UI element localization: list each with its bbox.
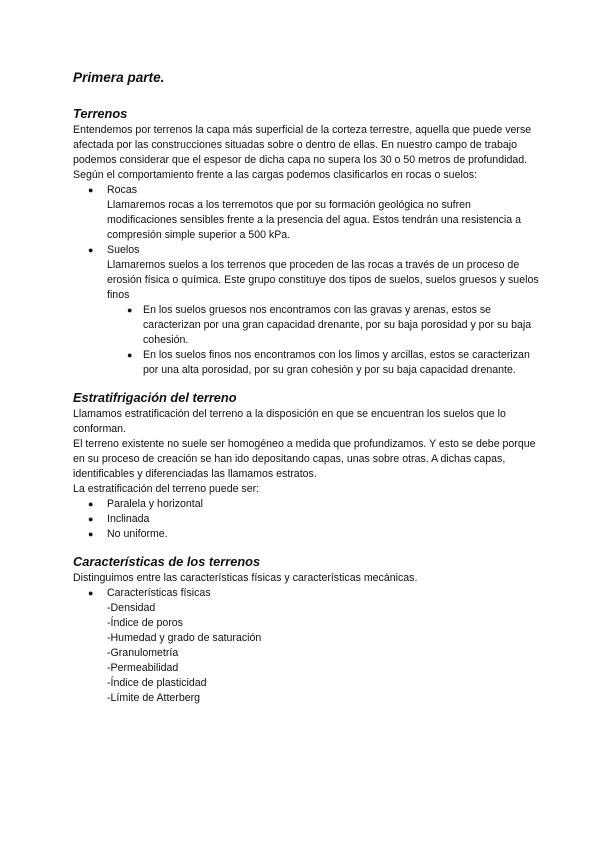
list-item (73, 497, 540, 512)
stratification-list (73, 497, 540, 542)
list-item-text: No uniforme. (107, 528, 168, 540)
paragraph: Llamamos estratificación del terreno a la disposición en que se encuentran los suelos que lo conforman. (73, 408, 506, 435)
section-terrenos (73, 106, 540, 378)
property-line: -Permeabilidad (107, 662, 179, 674)
list-item-label: Características físicas (107, 587, 211, 599)
property-line: -Índice de plasticidad (107, 677, 207, 689)
section-heading-caracteristicas: Características de los terrenos (73, 554, 261, 569)
paragraph: El terreno existente no suele ser homogéneo a medida que profundizamos. Y esto se debe porque en su proceso de creación se han ido depositando capas, unas sobre otras. A dichas capas, identificables y diferenciadas las llamamos estratos. (73, 438, 536, 480)
property-line: -Granulometría (107, 647, 179, 659)
bullet-icon: ● (127, 350, 133, 360)
suelos-sublist (107, 303, 540, 378)
list-item-text: Llamaremos rocas a los terremotos que por su formación geológica no sufren modificaciones sensibles frente a la presencia del agua. Estos tendrán una resistencia a compresión simple superior a 500 kPa. (107, 199, 521, 241)
paragraph: Según el comportamiento frente a las cargas podemos clasificarlos en rocas o suelos: (73, 169, 477, 181)
property-line: -Humedad y grado de saturación (107, 632, 262, 644)
sublist-item-text: En los suelos finos nos encontramos con los limos y arcillas, estos se caracterizan por una alta porosidad, por su gran cohesión y por su baja capacidad drenante. (143, 349, 530, 376)
section-estratificacion (73, 390, 540, 542)
sublist-item (107, 303, 540, 348)
paragraph: La estratificación del terreno puede ser: (73, 483, 260, 495)
property-line: -Límite de Atterberg (107, 692, 201, 704)
section-caracteristicas (73, 554, 540, 706)
bullet-icon: ● (88, 499, 94, 509)
bullet-icon: ● (127, 305, 133, 315)
characteristics-list (73, 586, 540, 706)
bullet-icon: ● (88, 588, 94, 598)
property-line: -Índice de poros (107, 617, 183, 629)
paragraph: Distinguimos entre las características físicas y características mecánicas. (73, 572, 418, 584)
list-item-rocas (73, 183, 540, 243)
classification-list (73, 183, 540, 378)
list-item-label: Suelos (107, 244, 140, 256)
list-item (73, 527, 540, 542)
section-heading-estratificacion: Estratifrigación del terreno (73, 390, 237, 405)
list-item (73, 512, 540, 527)
bullet-icon: ● (88, 514, 94, 524)
sublist-item (107, 348, 540, 378)
list-item-text: Llamaremos suelos a los terrenos que proceden de las rocas a través de un proceso de erosión física o química. Este grupo constituye dos tipos de suelos, suelos gruesos y suelos finos (107, 259, 539, 301)
bullet-icon: ● (88, 245, 94, 255)
list-item-text: Inclinada (107, 513, 150, 525)
page-title: Primera parte. (73, 70, 165, 85)
paragraph: Entendemos por terrenos la capa más superficial de la corteza terrestre, aquella que puede verse afectada por las construcciones situadas sobre o dentro de ellas. En nuestro campo de trabajo podemos considerar que el espesor de dicha capa no supera los 30 o 50 metros de profundidad. (73, 124, 532, 166)
property-line: -Densidad (107, 602, 156, 614)
list-item-suelos (73, 243, 540, 378)
bullet-icon: ● (88, 529, 94, 539)
list-item-label: Rocas (107, 184, 138, 196)
sublist-item-text: En los suelos gruesos nos encontramos con las gravas y arenas, estos se caracterizan por una gran capacidad drenante, por su baja porosidad y por su baja cohesión. (143, 304, 532, 346)
list-item-caracteristicas-fisicas (73, 586, 540, 706)
list-item-text: Paralela y horizontal (107, 498, 203, 510)
bullet-icon: ● (88, 185, 94, 195)
section-heading-terrenos: Terrenos (73, 106, 128, 121)
